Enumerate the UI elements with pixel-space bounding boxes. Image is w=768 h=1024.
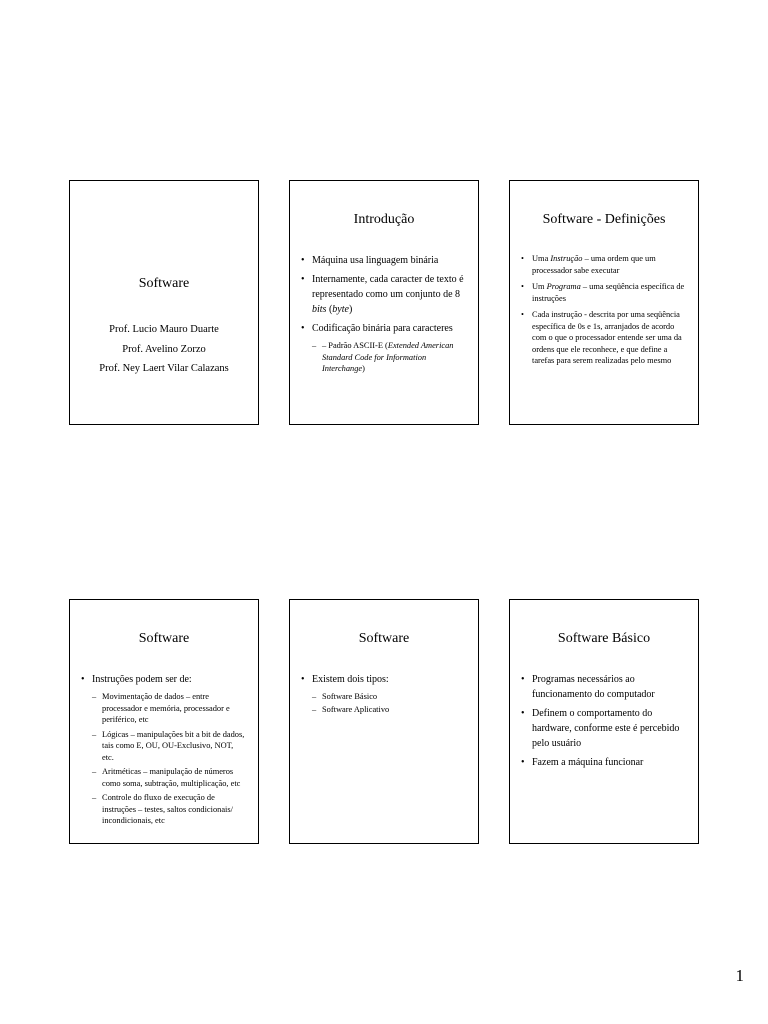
slide-software-definicoes [509,180,699,425]
bullet-text: ( [326,304,333,315]
sub-bullet-item: – Software Básico [300,691,466,703]
bullet-item: • Fazem a máquina funcionar [520,755,686,770]
slide-body [300,253,466,378]
bullet-item: • Existem dois tipos: [300,672,466,687]
bullet-emphasis: bits [312,304,327,315]
slide-body [520,672,686,774]
slide-body [300,672,466,716]
bullet-emphasis: Extended American Standard Code for Information Interchange [322,341,454,373]
sub-bullet-item [300,340,466,375]
slide-title: Software [138,631,190,646]
bullet-text: Um [532,282,547,291]
author-name: Prof. Lucio Mauro Duarte [109,324,219,335]
author-name: Prof. Avelino Zorzo [122,343,206,355]
bullet-emphasis: Programa [546,282,581,291]
bullet-item [520,281,686,304]
sub-bullet-item: – Controle do fluxo de execução de instruções – testes, saltos condicionais/ incondicionais, etc [80,792,246,827]
bullet-item: • Programas necessários ao funcionamento do computador [520,672,686,702]
bullet-item: • Máquina usa linguagem binária [300,253,466,268]
bullet-text: – Padrão ASCII-E ( [322,341,388,350]
bullet-text: Uma [532,254,551,263]
bullet-item [520,253,686,276]
bullet-item: • Definem o comportamento do hardware, conforme este é percebido pelo usuário [520,706,686,751]
bullet-emphasis: byte [332,304,349,315]
sub-bullet-item: – Movimentação de dados – entre processador e memória, processador e periférico, etc [80,691,246,726]
bullet-item: • Instruções podem ser de: [80,672,246,687]
bullet-item: • Cada instrução - descrita por uma seqüência específica de 0s e 1s, arranjados de acordo com o que o processador entende ser uma da ordens que ele reconhece, e que define a tarefas para serem realizadas pelo mesmo [520,309,686,367]
bullet-text: ) [362,364,365,373]
slide-title: Software - Definições [542,212,666,227]
bullet-text: – uma seqüência específica de instruções [532,282,685,303]
slide-software-basico [509,599,699,844]
slide-software-instrucoes [69,599,259,844]
slide-title: Software Básico [557,631,651,646]
bullet-item [300,272,466,317]
bullet-item: • Codificação binária para caracteres [300,321,466,336]
slide-title: Software [138,276,190,291]
bullet-text: – uma ordem que um processador sabe executar [532,254,656,275]
slide-title: Introdução [353,212,415,227]
slide-software-tipos [289,599,479,844]
bullet-text: ) [348,304,353,315]
slide-introducao [289,180,479,425]
author-name: Prof. Ney Laert Vilar Calazans [99,363,229,374]
bullet-emphasis: Instrução [550,254,583,263]
sub-bullet-item: – Lógicas – manipulações bit a bit de dados, tais como E, OU, OU-Exclusivo, NOT, etc. [80,729,246,764]
slide-body [80,672,246,830]
sub-bullet-item: – Aritméticas – manipulação de números como soma, subtração, multiplicação, etc [80,766,246,789]
sub-bullet-item: – Software Aplicativo [300,704,466,716]
slide-body [520,253,686,372]
slide-software-cover [69,180,259,425]
slide-title: Software [358,631,410,646]
bullet-text: Internamente, cada caracter de texto é representado como um conjunto de 8 [312,274,464,300]
page-number: 1 [735,966,744,985]
author-list [70,320,258,379]
